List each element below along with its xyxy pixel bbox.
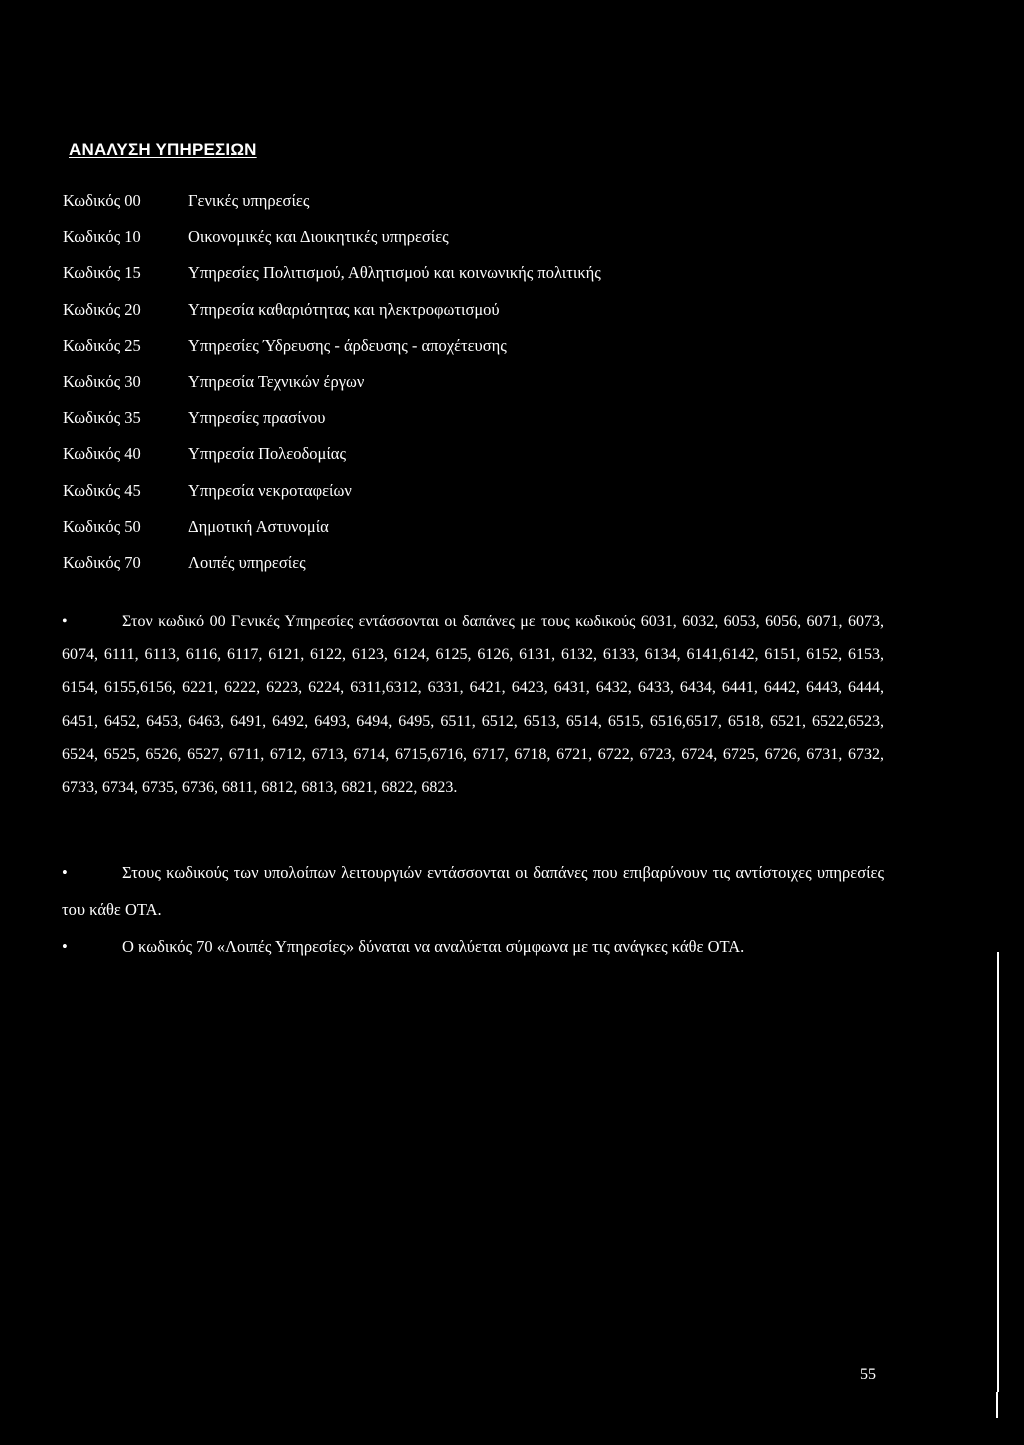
service-code: Κωδικός 70 [63,552,141,572]
page-title: ΑΝΑΛΥΣΗ ΥΠΗΡΕΣΙΩΝ [69,140,257,159]
service-name: Υπηρεσία Τεχνικών έργων [188,371,365,391]
service-code: Κωδικός 25 [63,335,141,355]
service-name: Υπηρεσίες πρασίνου [188,408,326,428]
other-functions-text: Στους κωδικούς των υπολοίπων λειτουργιών εντάσσονται οι δαπάνες που επιβαρύνουν τις αντίστοιχες υπηρεσίες του κάθε ΟΤΑ. [62,863,884,919]
service-name: Υπηρεσία καθαριότητας και ηλεκτροφωτισμού [188,299,500,319]
list-item [63,263,601,299]
bullet-icon: • [62,863,68,882]
service-code: Κωδικός 10 [63,227,141,247]
list-item [63,553,601,589]
service-name: Υπηρεσίες Ύδρευσης - άρδευσης - αποχέτευσης [188,335,507,355]
service-code: Κωδικός 50 [63,516,141,536]
bullet-icon: • [62,613,68,630]
page-number: 55 [860,1366,876,1383]
list-item [63,372,601,408]
service-code-list [63,191,601,589]
service-code: Κωδικός 45 [63,480,141,500]
list-item [63,336,601,372]
general-codes-paragraph [62,605,884,804]
code-70-text: Ο κωδικός 70 «Λοιπές Υπηρεσίες» δύναται να αναλύεται σύμφωνα με τις ανάγκες κάθε ΟΤΑ. [122,937,745,956]
service-name: Γενικές υπηρεσίες [188,191,310,210]
list-item [63,517,601,553]
bullet-icon: • [62,937,68,956]
general-codes-text: Στον κωδικό 00 Γενικές Υπηρεσίες εντάσσονται οι δαπάνες με τους κωδικούς 6031, 6032, 6053, 6056, 6071, 6073, 6074, 6111, 6113, 6116, 6117, 6121, 6122, 6123, 6124, 6125, 6126, 6131, 6132, 6133, 6134, 6141,6142, 6151, 6152, 6153, 6154, 6155,6156, 6221, 6222, 6223, 6224, 6311,6312, 6331, 6421, 6423, 6431, 6432, 6433, 6434, 6441, 6442, 6443, 6444, 6451, 6452, 6453, 6463, 6491, 6492, 6493, 6494, 6495, 6511, 6512, 6513, 6514, 6515, 6516,6517, 6518, 6521, 6522,6523, 6524, 6525, 6526, 6527, 6711, 6712, 6713, 6714, 6715,6716, 6717, 6718, 6721, 6722, 6723, 6724, 6725, 6726, 6731, 6732, 6733, 6734, 6735, 6736, 6811, 6812, 6813, 6821, 6822, 6823. [62,613,884,797]
list-item [63,444,601,480]
service-code: Κωδικός 15 [63,263,141,283]
service-name: Υπηρεσία νεκροταφείων [188,480,352,500]
list-item [63,227,601,263]
service-code: Κωδικός 30 [63,371,141,391]
service-name: Οικονομικές και Διοικητικές υπηρεσίες [188,227,449,247]
service-name: Λοιπές υπηρεσίες [188,552,306,572]
margin-rule [996,1392,998,1418]
margin-rule [997,952,999,1392]
list-item [63,300,601,336]
code-70-paragraph [62,928,884,965]
service-code: Κωδικός 35 [63,408,141,428]
list-item [63,191,601,227]
list-item [63,408,601,444]
service-code: Κωδικός 40 [63,444,141,464]
list-item [63,481,601,517]
service-code: Κωδικός 00 [63,191,141,210]
service-name: Δημοτική Αστυνομία [188,516,329,536]
service-name: Υπηρεσία Πολεοδομίας [188,444,346,464]
service-code: Κωδικός 20 [63,299,141,319]
service-name: Υπηρεσίες Πολιτισμού, Αθλητισμού και κοινωνικής πολιτικής [188,263,601,283]
other-functions-paragraph [62,854,884,928]
